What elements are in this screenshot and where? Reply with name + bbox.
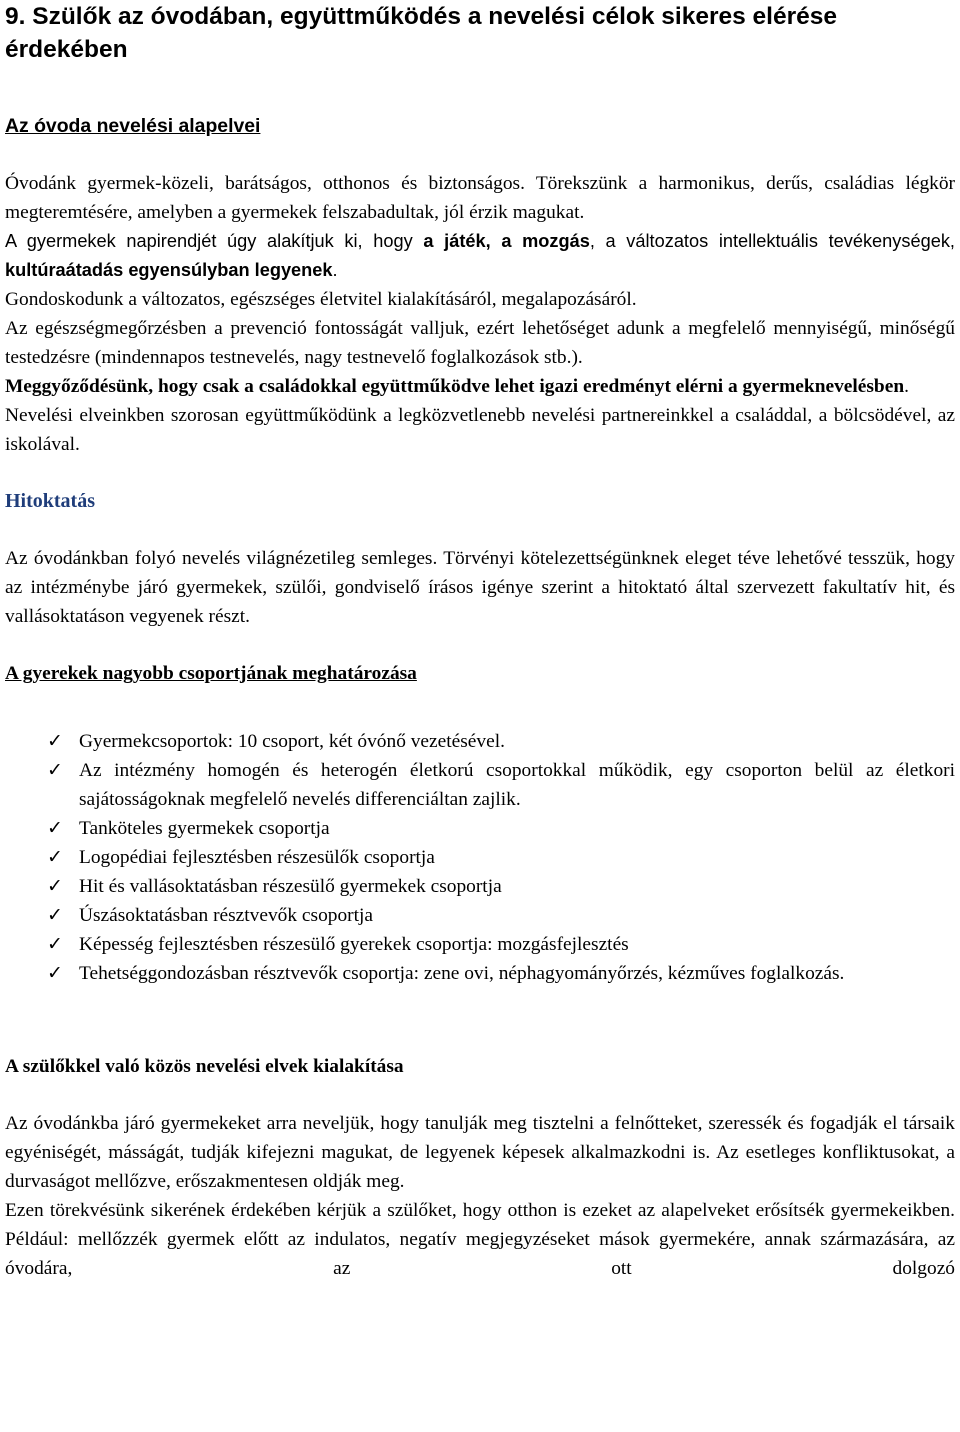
list-item (5, 872, 955, 901)
list-item-text: Tanköteles gyermekek csoportja (79, 818, 330, 839)
principles-paragraph-3: Gondoskodunk a változatos, egészséges életvitel kialakításáról, megalapozásáról. (5, 289, 637, 310)
list-item (5, 814, 955, 843)
list-item-text: Tehetséggondozásban résztvevők csoportja: zene ovi, néphagyományőrzés, kézműves foglalkozás. (79, 963, 845, 984)
list-item-text: Az intézmény homogén és heterogén életkorú csoportokkal működik, egy csoporton belül az életkori sajátosságoknak megfelelő nevelés differenciáltan zajlik. (79, 760, 955, 810)
list-item-text: Hit és vallásoktatásban részesülő gyermekek csoportja (79, 876, 502, 897)
text-run: A gyermekek napirendjét úgy alakítjuk ki, hogy (5, 231, 424, 251)
list-item-text: Logopédiai fejlesztésben részesülők csoportja (79, 847, 435, 868)
groups-heading: A gyerekek nagyobb csoportjának meghatározása (5, 663, 417, 684)
list-item (5, 959, 955, 988)
check-icon: ✓ (47, 962, 63, 984)
bold-run: Meggyőződésünk, hogy csak a családokkal együttműködve lehet igazi eredményt elérni a gyermeknevelésben (5, 376, 905, 397)
parents-heading: A szülőkkel való közös nevelési elvek kialakítása (5, 1056, 404, 1077)
check-icon: ✓ (47, 904, 63, 926)
list-item (5, 756, 955, 814)
text-run: , a változatos intellektuális tevékenységek, (589, 231, 955, 251)
check-icon: ✓ (47, 933, 63, 955)
check-icon: ✓ (47, 817, 63, 839)
principles-paragraph-1: Óvodánk gyermek-közeli, barátságos, otthonos és biztonságos. Törekszünk a harmonikus, derűs, családias légkör megteremtésére, amelyben a gyermekek felszabadultak, jól érzik magukat. (5, 173, 955, 223)
hitoktatas-heading: Hitoktatás (5, 490, 95, 512)
list-item-text: Úszásoktatásban résztvevők csoportja (79, 905, 373, 926)
parents-paragraph-2: Ezen törekvésünk sikerének érdekében kérjük a szülőket, hogy otthon is ezeket az alapelveket erősítsék gyermekeikben. Például: mellőzzék gyermek előtt az indulatos, negatív megjegyzéseket mások gyermekére, annak származására, az óvodára, az ott dolgozó (5, 1200, 955, 1279)
list-item (5, 930, 955, 959)
document-page (5, 0, 955, 1283)
principles-paragraph-2 (5, 227, 955, 285)
groups-checklist (5, 727, 955, 988)
principles-paragraph-5 (5, 372, 955, 401)
bold-run: kultúraátadás egyensúlyban legyenek (5, 260, 333, 280)
list-item (5, 901, 955, 930)
text-run: . (904, 376, 909, 397)
text-run: . (332, 260, 338, 280)
check-icon: ✓ (47, 730, 63, 752)
section-title: 9. Szülők az óvodában, együttműködés a nevelési célok sikeres elérése érdekében (5, 3, 838, 63)
principles-paragraph-4: Az egészségmegőrzésben a prevenció fontosságát valljuk, ezért lehetőséget adunk a megfelelő mennyiségű, minőségű testedzésre (mindennapos testnevelés, nagy testnevelő foglalkozások stb.). (5, 318, 955, 368)
list-item-text: Gyermekcsoportok: 10 csoport, két óvónő vezetésével. (79, 731, 505, 752)
list-item (5, 727, 955, 756)
bold-run: a játék, a mozgás (423, 231, 590, 251)
check-icon: ✓ (47, 846, 63, 868)
check-icon: ✓ (47, 875, 63, 897)
check-icon: ✓ (47, 759, 63, 781)
principles-heading: Az óvoda nevelési alapelvei (5, 115, 261, 137)
list-item-text: Képesség fejlesztésben részesülő gyerekek csoportja: mozgásfejlesztés (79, 934, 629, 955)
list-item (5, 843, 955, 872)
parents-paragraph-1: Az óvodánkba járó gyermekeket arra neveljük, hogy tanulják meg tisztelni a felnőtteket, szeressék és fogadják el társaik egyéniségét, másságát, tudják kifejezni magukat, de legyenek képesek alkalmazkodni is. Az esetleges konfliktusokat, a durvaságot mellőzve, erőszakmentesen oldják meg. (5, 1113, 955, 1192)
principles-paragraph-6: Nevelési elveinkben szorosan együttműködünk a legközvetlenebb nevelési partnereinkkel a családdal, a bölcsödével, az iskolával. (5, 405, 955, 455)
hitoktatas-paragraph: Az óvodánkban folyó nevelés világnézetileg semleges. Törvényi kötelezettségünknek eleget téve lehetővé tesszük, hogy az intézménybe járó gyermekek, szülői, gondviselő írásos igénye szerint a hitoktató által szervezett fakultatív hit, és vallásoktatáson vegyenek részt. (5, 548, 955, 627)
